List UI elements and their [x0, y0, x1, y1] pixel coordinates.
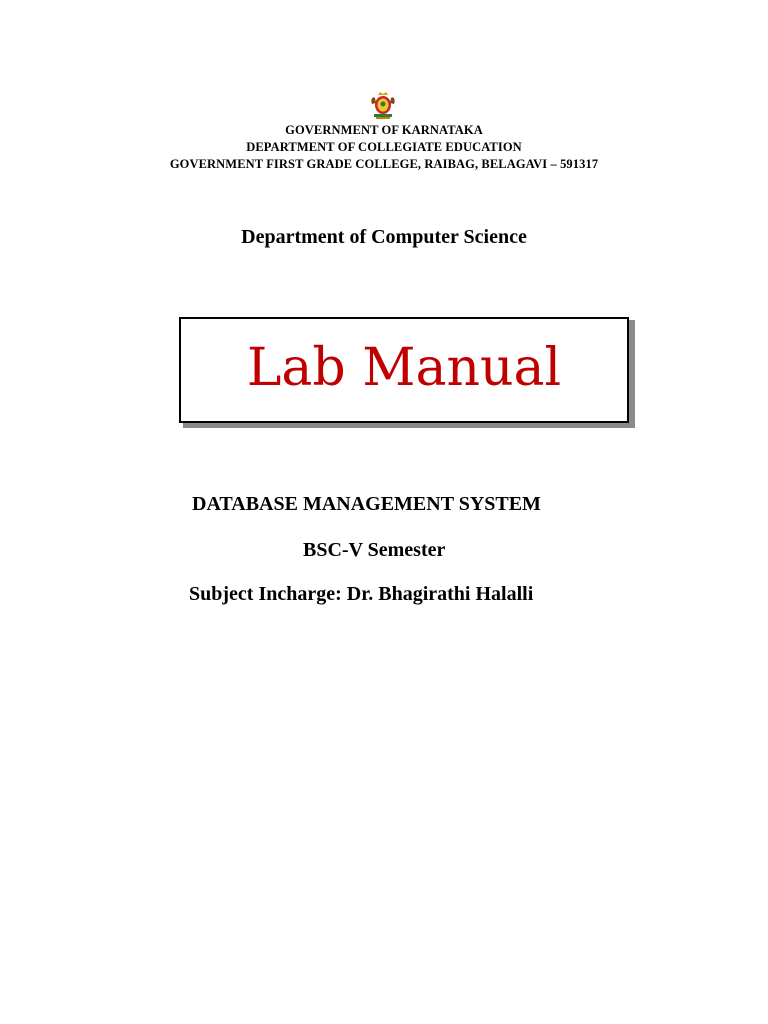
subject-name: DATABASE MANAGEMENT SYSTEM: [192, 493, 541, 515]
college-heading: GOVERNMENT FIRST GRADE COLLEGE, RAIBAG, BELAGAVI – 591317: [169, 157, 599, 171]
karnataka-emblem-icon: [366, 90, 400, 120]
title-box: [179, 317, 629, 423]
department-heading: DEPARTMENT OF COLLEGIATE EDUCATION: [246, 140, 522, 154]
semester-label: BSC-V Semester: [303, 539, 446, 561]
lab-manual-title: Lab Manual: [246, 338, 562, 398]
subject-incharge: Subject Incharge: Dr. Bhagirathi Halalli: [189, 583, 534, 605]
government-heading: GOVERNMENT OF KARNATAKA: [285, 123, 483, 137]
department-title: Department of Computer Science: [241, 226, 527, 248]
